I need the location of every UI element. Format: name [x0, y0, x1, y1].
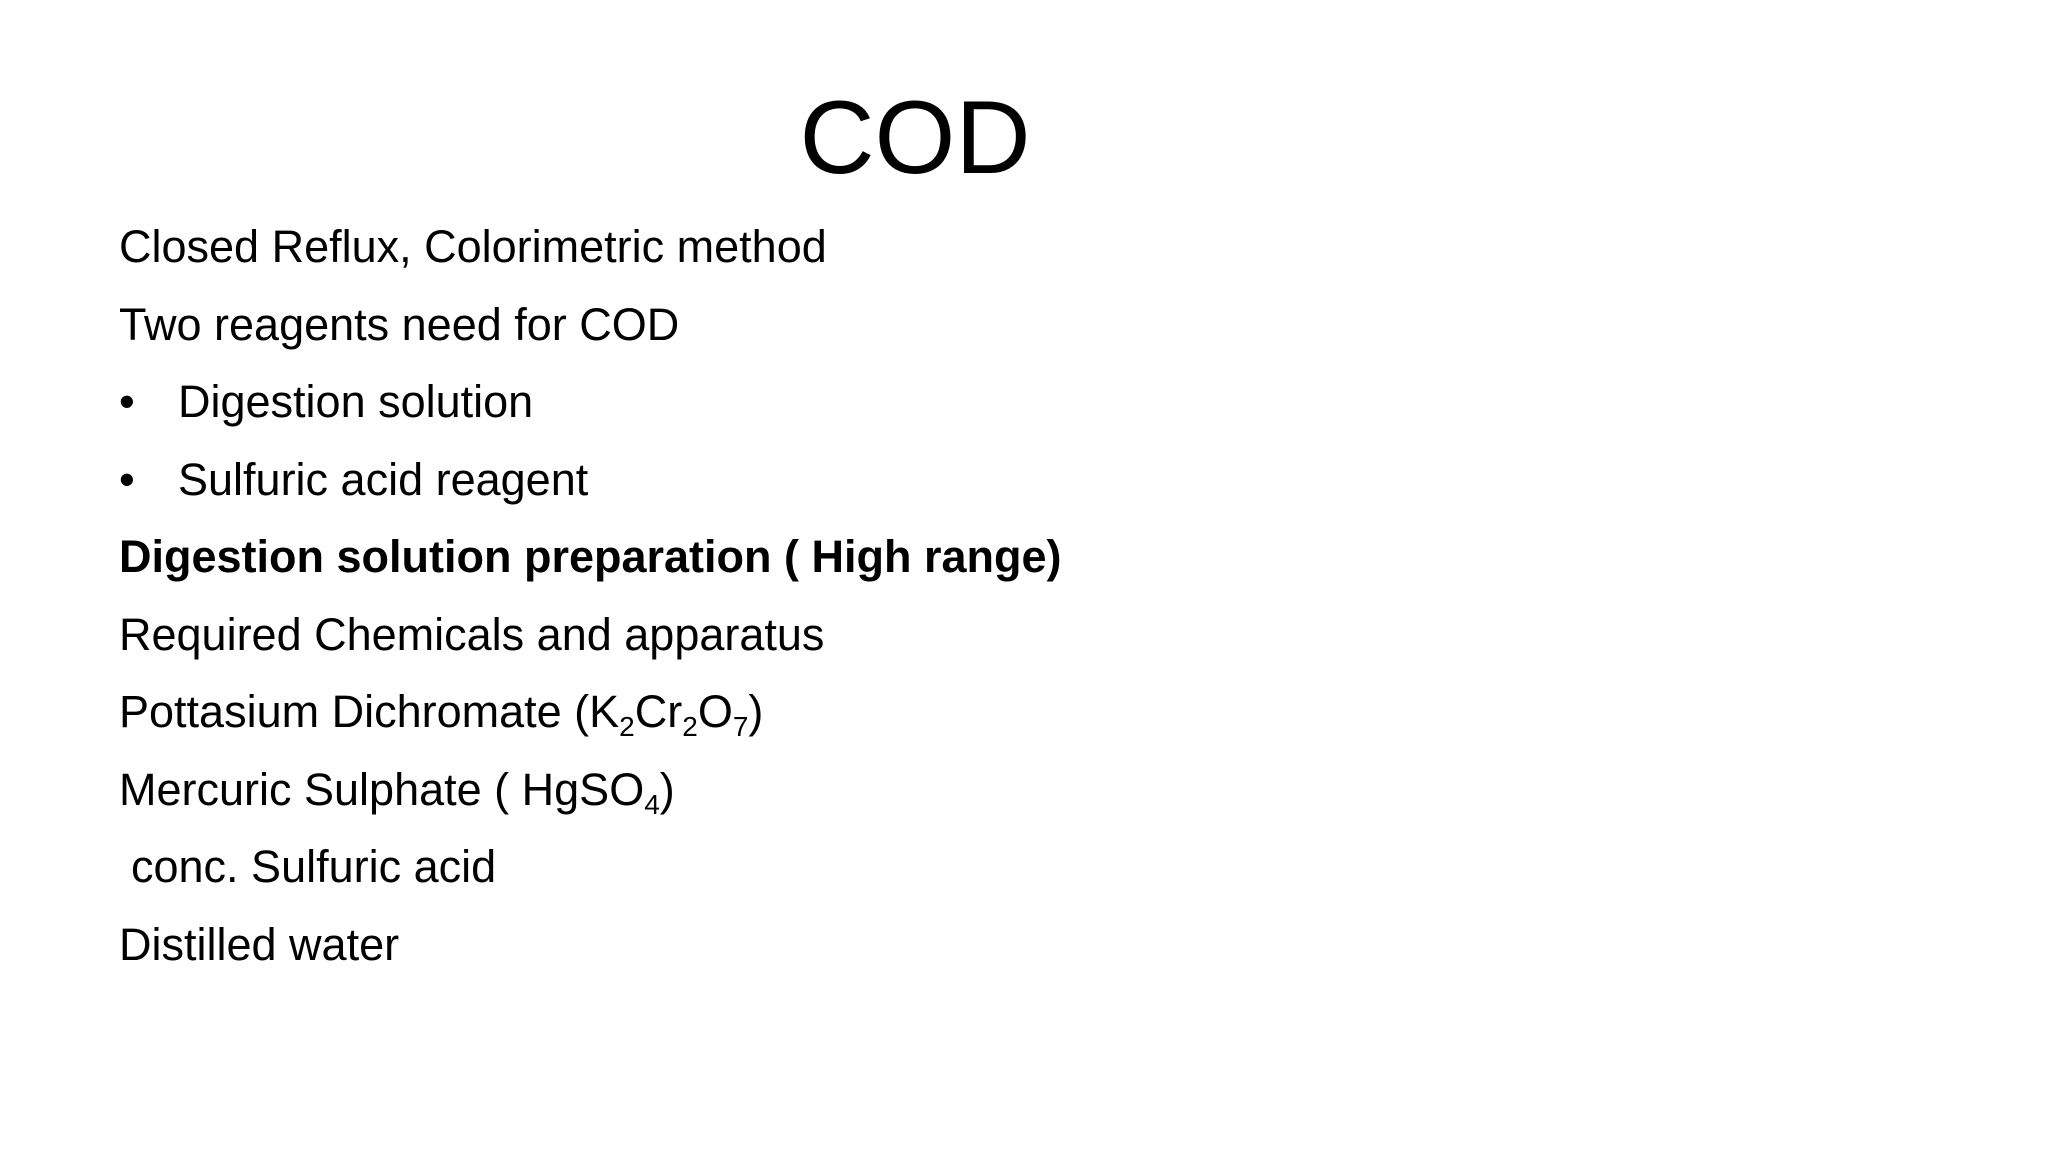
bullet-icon: •: [119, 376, 135, 427]
sulphate-text-1: Mercuric Sulphate ( HgSO: [119, 763, 645, 815]
dichromate-text-4: ): [748, 686, 764, 737]
dichromate-line: [119, 681, 1819, 759]
water-line: Distilled water: [119, 918, 400, 970]
dichromate-text-3: O: [697, 686, 733, 737]
required-line: Required Chemicals and apparatus: [119, 608, 825, 660]
slide-title: COD: [799, 80, 1031, 196]
sulphate-text-2: ): [659, 763, 675, 815]
bullet-label: Sulfuric acid reagent: [178, 453, 589, 505]
sulphate-sub-1: 4: [644, 788, 660, 820]
dichromate-sub-3: 7: [732, 711, 749, 742]
bullet-item-digestion: [119, 371, 1819, 449]
bullet-label: Digestion solution: [178, 376, 534, 427]
sulphate-line: [119, 759, 1819, 837]
dichromate-sub-1: 2: [619, 711, 635, 742]
bullet-item-sulfuric: [119, 449, 1819, 527]
dichromate-text-2: Cr: [634, 686, 683, 737]
dichromate-sub-2: 2: [682, 711, 698, 742]
method-line: Closed Reflux, Colorimetric method: [119, 221, 827, 272]
slide-body: [119, 216, 1819, 991]
bullet-icon: •: [119, 453, 135, 505]
dichromate-text-1: Pottasium Dichromate (K: [119, 686, 620, 737]
acid-line: conc. Sulfuric acid: [131, 841, 497, 892]
prep-heading: Digestion solution preparation ( High range): [119, 531, 1062, 582]
reagents-intro-line: Two reagents need for COD: [119, 298, 680, 350]
